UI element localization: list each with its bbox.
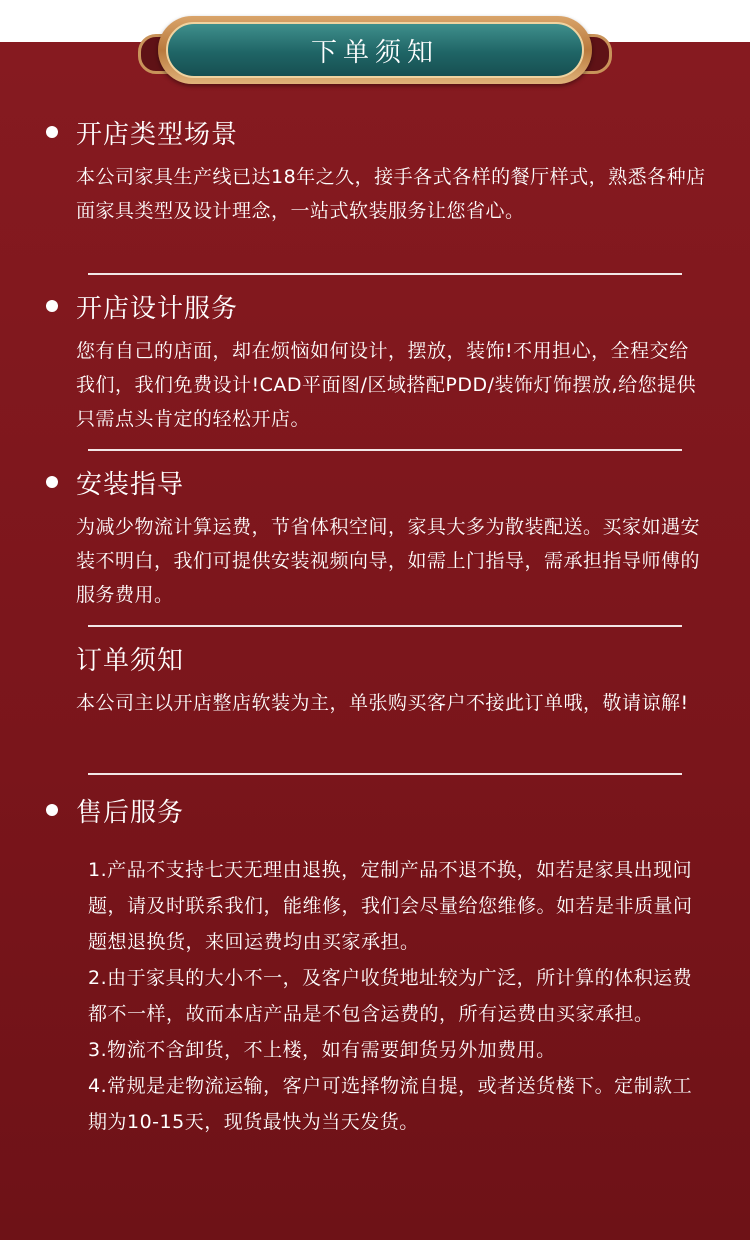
list-item: 4.常规是走物流运输，客户可选择物流自提，或者送货楼下。定制款工期为10-15天，现货最快为当天发货。 xyxy=(88,1075,693,1133)
divider xyxy=(88,773,682,775)
section-title: 开店设计服务 xyxy=(76,293,239,324)
bullet-icon xyxy=(46,126,58,138)
plaque-body xyxy=(166,22,584,78)
divider xyxy=(88,449,682,451)
header-plaque xyxy=(138,12,612,88)
bullet-icon xyxy=(46,804,58,816)
after-sales-list xyxy=(88,852,706,1140)
section-body: 您有自己的店面，却在烦恼如何设计，摆放，装饰!不用担心，全程交给我们，我们免费设计!CAD平面图/区域搭配PDD/装饰灯饰摆放,给您提供只需点头肯定的轻松开店。 xyxy=(76,340,697,430)
section-after-sales xyxy=(40,790,720,1140)
list-item: 1.产品不支持七天无理由退换，定制产品不退不换，如若是家具出现问题，请及时联系我们，能维修，我们会尽量给您维修。如若是非质量问题想退换货，来回运费均由买家承担。 xyxy=(88,859,693,953)
section-body: 本公司家具生产线已达18年之久，接手各式各样的餐厅样式，熟悉各种店面家具类型及设计理念，一站式软装服务让您省心。 xyxy=(76,166,706,222)
section-title: 安装指导 xyxy=(76,469,185,500)
section-header xyxy=(40,790,720,830)
list-item: 2.由于家具的大小不一，及客户收货地址较为广泛，所计算的体积运费都不一样，故而本店产品是不包含运费的，所有运费由买家承担。 xyxy=(88,967,693,1025)
section-body: 本公司主以开店整店软装为主，单张购买客户不接此订单哦，敬请谅解! xyxy=(76,692,689,714)
section-body: 为减少物流计算运费，节省体积空间，家具大多为散装配送。买家如遇安装不明白，我们可提供安装视频向导，如需上门指导，需承担指导师傅的服务费用。 xyxy=(76,516,701,606)
divider xyxy=(88,625,682,627)
section-header xyxy=(40,112,720,152)
page-title: 下单须知 xyxy=(310,37,439,68)
section-header xyxy=(40,286,720,326)
section-design-service xyxy=(40,286,720,436)
divider xyxy=(88,273,682,275)
bullet-placeholder xyxy=(46,652,58,664)
bullet-icon xyxy=(46,300,58,312)
section-header xyxy=(40,638,720,678)
plaque-frame xyxy=(158,16,592,84)
bullet-icon xyxy=(46,476,58,488)
list-item: 3.物流不含卸货，不上楼，如有需要卸货另外加费用。 xyxy=(88,1039,556,1061)
section-title: 开店类型场景 xyxy=(76,119,239,150)
section-title: 售后服务 xyxy=(76,797,185,828)
section-store-type xyxy=(40,112,720,228)
section-installation xyxy=(40,462,720,612)
section-order-notice xyxy=(40,638,720,720)
section-title: 订单须知 xyxy=(76,645,185,676)
section-header xyxy=(40,462,720,502)
